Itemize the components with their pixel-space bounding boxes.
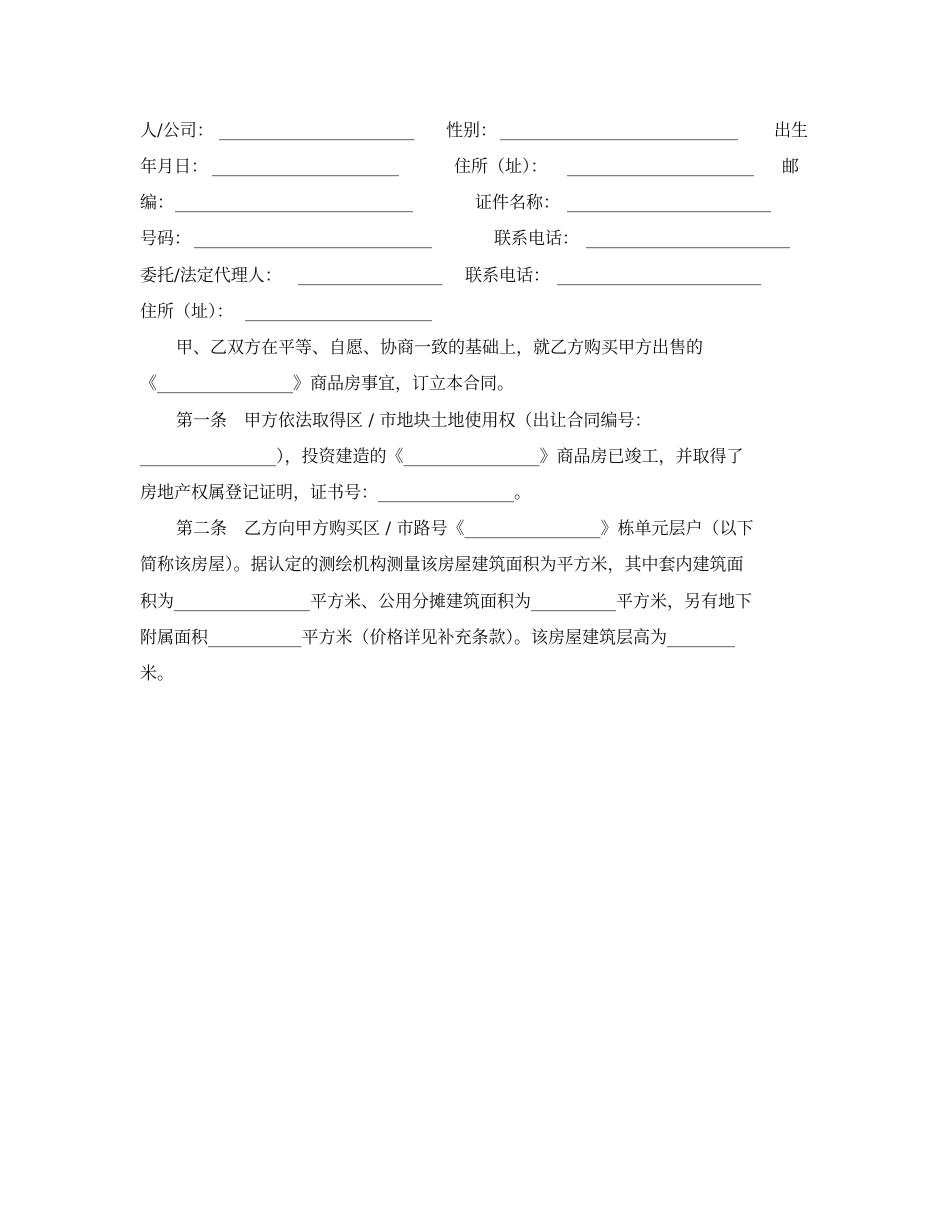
article-1-line-3: 房地产权属登记证明，证书号：________________。 <box>140 483 531 503</box>
preamble-line-2: 《________________》商品房事宜，订立本合同。 <box>140 374 514 394</box>
article-2-line-3: 积为________________平方米、公用分摊建筑面积为__________平方米，另有地下 <box>140 592 752 612</box>
sex-blank[interactable]: ____________________________ <box>500 121 738 141</box>
agent-label: 委托/法定代理人： <box>140 266 282 286</box>
address-blank[interactable]: ______________________ <box>567 157 754 177</box>
birth-blank[interactable]: ______________________ <box>212 157 399 177</box>
zip-label-end: 编： <box>140 193 174 213</box>
agent-address-label: 住所（址）： <box>140 302 234 322</box>
article-2-line-4: 附属面积___________平方米（价格详见补充条款）。该房屋建筑层高为________ <box>140 628 735 648</box>
agent-phone-blank[interactable]: ________________________ <box>557 266 761 286</box>
person-blank[interactable]: _______________________ <box>219 121 415 141</box>
field-line-zip <box>140 188 810 218</box>
id-name-label: 证件名称： <box>475 193 560 213</box>
phone-blank[interactable]: ________________________ <box>586 229 790 249</box>
id-number-label: 号码： <box>140 229 191 249</box>
zip-label-start: 邮 <box>782 157 799 177</box>
birth-label-end: 年月日： <box>140 157 208 177</box>
article-2-line-1: 第二条 乙方向甲方购买区 / 市路号《________________》栋单元层户（以下 <box>176 519 754 539</box>
id-name-blank[interactable]: ________________________ <box>567 193 771 213</box>
agent-blank[interactable]: _________________ <box>298 266 443 286</box>
article-1-line-1: 第一条 甲方依法取得区 / 市地块土地使用权（出让合同编号： <box>176 411 652 431</box>
birth-label-start: 出生 <box>774 121 808 141</box>
article-1-line-2: ________________），投资建造的《________________》商品房已竣工，并取得了 <box>140 447 744 467</box>
zip-blank[interactable]: ____________________________ <box>175 193 413 213</box>
field-line-agent <box>140 261 810 291</box>
article-2-line-5: 米。 <box>140 664 174 684</box>
field-line-person <box>140 116 810 146</box>
field-line-birth <box>140 152 810 182</box>
sex-label: 性别： <box>446 121 497 141</box>
person-label: 人/公司： <box>140 121 214 141</box>
field-line-id-number <box>140 224 810 254</box>
article-2-line-2: 简称该房屋）。据认定的测绘机构测量该房屋建筑面积为平方米，其中套内建筑面 <box>140 555 744 575</box>
agent-phone-label: 联系电话： <box>465 266 550 286</box>
address-label: 住所（址）： <box>454 157 548 177</box>
field-line-agent-address <box>140 297 810 327</box>
agent-address-blank[interactable]: ______________________ <box>245 302 432 322</box>
preamble-line-1: 甲、乙双方在平等、自愿、协商一致的基础上，就乙方购买甲方出售的 <box>176 338 703 358</box>
phone-label: 联系电话： <box>494 229 579 249</box>
id-number-blank[interactable]: ____________________________ <box>194 229 432 249</box>
